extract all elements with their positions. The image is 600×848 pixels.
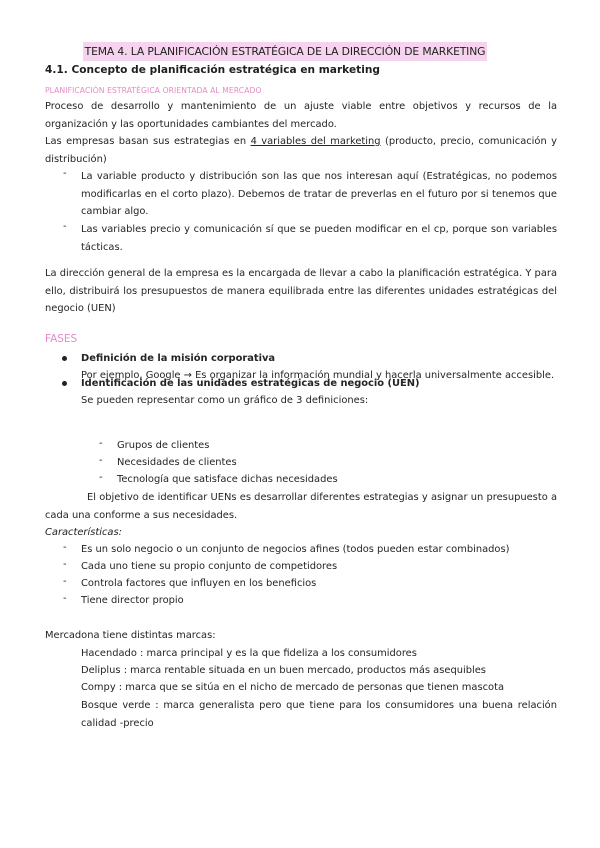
characteristic-item-3: Controla factores que influyen en los beneficios [81,578,317,589]
dash-bullet: - [99,455,103,466]
phase1-text: Por ejemplo, Google → Es organizar la información mundial y hacerla universalmente accesible. [81,370,555,381]
dash-bullet: - [63,559,67,570]
variable-item-2: Las variables precio y comunicación sí que se pueden modificar en el cp, porque son variables tácticas. [81,224,557,253]
section-heading: 4.1. Concepto de planificación estratégica en marketing [45,64,380,76]
phase2-item-3: Tecnología que satisface dichas necesidades [117,474,338,485]
variable-item-1: La variable producto y distribución son las que nos interesan aquí (Estratégicas, no podemos modificarlas en el corto plazo). Debemos de tratar de preverlas en el futuro por si tenemos que cambiar algo. [81,171,557,218]
subheading: PLANIFICACIÓN ESTRATÉGICA ORIENTADA AL MERCADO [45,86,262,95]
phase2-item-2: Necesidades de clientes [117,457,237,468]
phase2-item-1: Grupos de clientes [117,440,210,451]
bullet-icon [62,356,67,361]
characteristic-item-4: Tiene director propio [81,595,184,606]
dash-bullet: - [63,168,67,179]
fases-heading: FASES [45,333,78,345]
strategies-prefix: Las empresas basan sus estrategias en [45,136,251,147]
dash-bullet: - [99,438,103,449]
dash-bullet: - [63,593,67,604]
brand-item-3: Compy : marca que se sitúa en el nicho de mercado de personas que tienen mascota [81,682,505,693]
strategies-paragraph [45,133,557,168]
phase2-objective: El objetivo de identificar UENs es desarrollar diferentes estrategias y asignar un presupuesto a cada una conforme a sus necesidades. [45,492,557,521]
strategies-suffix: (producto, precio, comunicación y distribución) [45,136,557,165]
mercadona-intro: Mercadona tiene distintas marcas: [45,630,216,641]
phase2-text: Se pueden representar como un gráfico de 3 definiciones: [81,395,369,406]
brand-item-4: Bosque verde : marca generalista pero que tiene para los consumidores una buena relación calidad -precio [81,700,557,729]
dash-bullet: - [63,221,67,232]
direction-paragraph: La dirección general de la empresa es la encargada de llevar a cabo la planificación estratégica. Y para ello, distribuirá los presupuestos de manera equilibrada entre las diferentes unidades estratégicas del negocio (UEN) [45,268,557,315]
brand-item-1: Hacendado : marca principal y es la que fideliza a los consumidores [81,648,417,659]
document-title: TEMA 4. LA PLANIFICACIÓN ESTRATÉGICA DE LA DIRECCIÓN DE MARKETING [83,42,487,61]
characteristic-item-1: Es un solo negocio o un conjunto de negocios afines (todos pueden estar combinados) [81,544,510,555]
bullet-icon [62,381,67,386]
dash-bullet: - [63,542,67,553]
phase1-title: Definición de la misión corporativa [81,353,276,364]
dash-bullet: - [63,576,67,587]
intro-paragraph: Proceso de desarrollo y mantenimiento de un ajuste viable entre objetivos y recursos de la organización y las oportunidades cambiantes del mercado. [45,101,557,130]
brand-item-2: Deliplus : marca rentable situada en un buen mercado, productos más asequibles [81,665,486,676]
dash-bullet: - [99,472,103,483]
characteristic-item-2: Cada uno tiene su propio conjunto de competidores [81,561,338,572]
strategies-link[interactable]: 4 variables del marketing [250,136,381,147]
phase2-title: Identificación de las unidades estratégicas de negocio (UEN) [81,378,420,389]
characteristics-heading: Características: [45,527,122,538]
